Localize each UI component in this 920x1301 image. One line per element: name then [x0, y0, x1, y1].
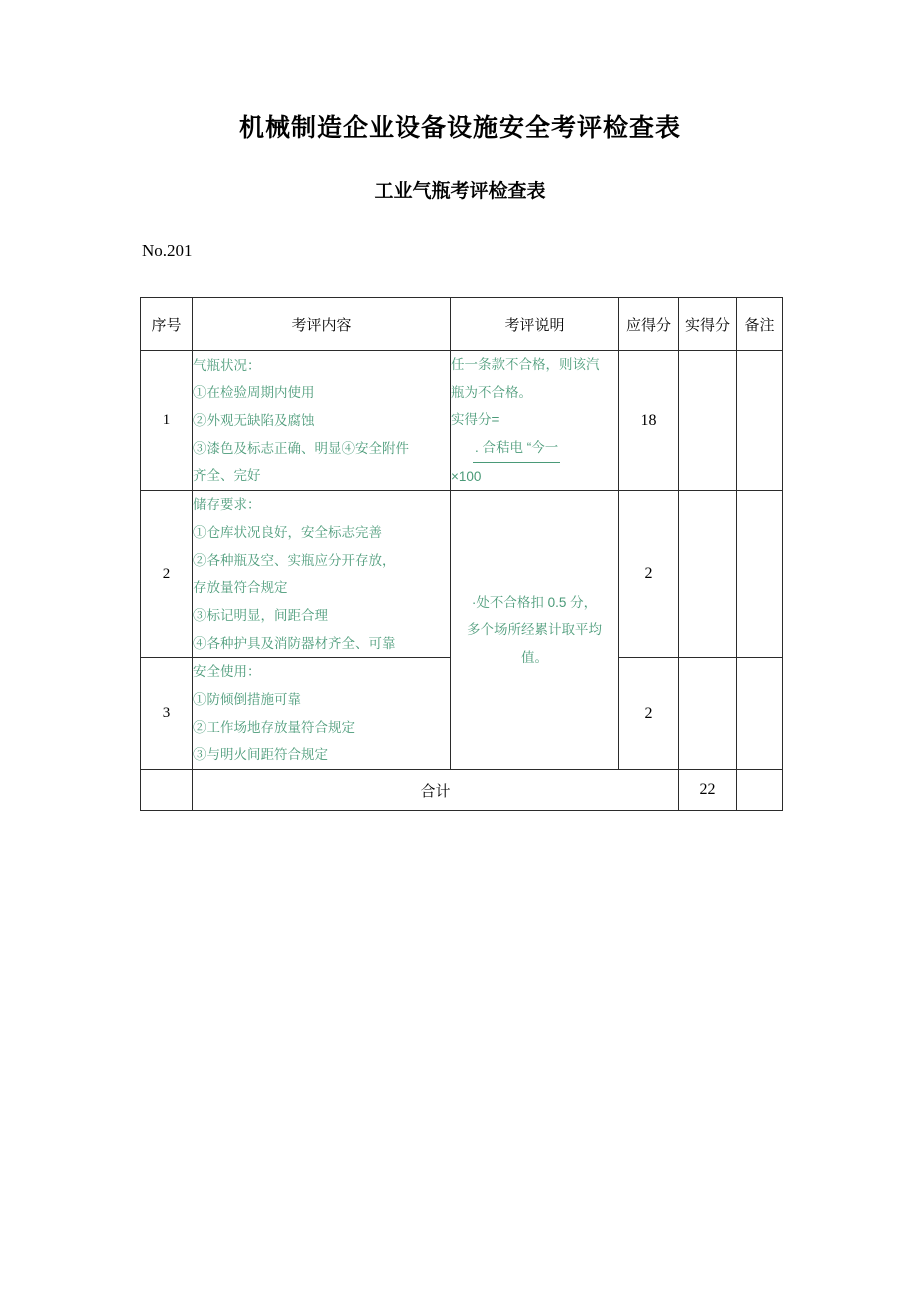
table-row: [141, 351, 783, 491]
content-line: 气瓶状况：: [193, 357, 261, 373]
content-line: ①在检验周期内使用: [193, 385, 315, 401]
content-line: ②外观无缺陷及腐蚀: [193, 412, 315, 428]
row-content: [193, 658, 451, 770]
row-description: [451, 351, 619, 491]
header-content: 考评内容: [193, 298, 451, 351]
row-no: 2: [141, 491, 193, 658]
content-line: 储存要求：: [193, 497, 261, 513]
row-no: 1: [141, 351, 193, 491]
total-row: [141, 770, 783, 811]
evaluation-table: [140, 297, 783, 811]
row-remark[interactable]: [737, 351, 783, 491]
table-header-row: [141, 298, 783, 351]
description-formula: [451, 434, 618, 463]
row-actual[interactable]: [679, 658, 737, 770]
merged-description: [451, 491, 619, 770]
row-score: 2: [619, 658, 679, 770]
page-title: 机械制造企业设备设施安全考评检查表: [238, 114, 681, 142]
content-line: ②工作场地存放量符合规定: [193, 719, 355, 735]
header-description: 考评说明: [451, 298, 619, 351]
content-line: ③漆色及标志正确、明显④安全附件: [193, 440, 409, 456]
row-score: 2: [619, 491, 679, 658]
content-line: ①仓库状况良好，安全标志完善: [193, 525, 382, 541]
content-line: ③标记明显，间距合理: [193, 608, 328, 624]
total-label: 合计: [193, 770, 679, 811]
description-line: 瓶为不合格。: [451, 384, 532, 400]
content-line: ④各种护具及消防器材齐全、可靠: [193, 635, 396, 651]
header-no: 序号: [141, 298, 193, 351]
header-remark: 备注: [737, 298, 783, 351]
content-line: ③与明火间距符合规定: [193, 747, 328, 763]
page-subtitle: 工业气瓶考评检查表: [374, 181, 546, 202]
row-remark[interactable]: [737, 658, 783, 770]
document-number: No.201: [142, 241, 193, 260]
total-spacer: [141, 770, 193, 811]
row-score: 18: [619, 351, 679, 491]
content-line: 安全使用：: [193, 664, 261, 680]
header-score: 应得分: [619, 298, 679, 351]
content-line: 存放量符合规定: [193, 580, 288, 596]
description-line: 值。: [521, 650, 548, 666]
row-actual[interactable]: [679, 491, 737, 658]
content-line: ①防倾倒措施可靠: [193, 692, 301, 708]
description-line: 实得分=: [451, 412, 500, 428]
row-content: [193, 491, 451, 658]
header-actual: 实得分: [679, 298, 737, 351]
row-remark[interactable]: [737, 491, 783, 658]
table-row: [141, 491, 783, 658]
description-tail: ×100: [451, 468, 482, 484]
total-score: 22: [679, 770, 737, 811]
total-actual[interactable]: [737, 770, 783, 811]
row-no: 3: [141, 658, 193, 770]
row-content: [193, 351, 451, 491]
description-line: 多个场所经累计取平均: [467, 622, 602, 638]
formula-text: . 合秸电 “今一: [473, 434, 560, 463]
description-line: ·处不合格扣 0.5 分，: [471, 594, 598, 610]
content-line: ②各种瓶及空、实瓶应分开存放，: [193, 552, 396, 568]
row-actual[interactable]: [679, 351, 737, 491]
description-line: 任一条款不合格，则该汽: [451, 357, 600, 372]
content-line: 齐全、完好: [193, 468, 261, 484]
